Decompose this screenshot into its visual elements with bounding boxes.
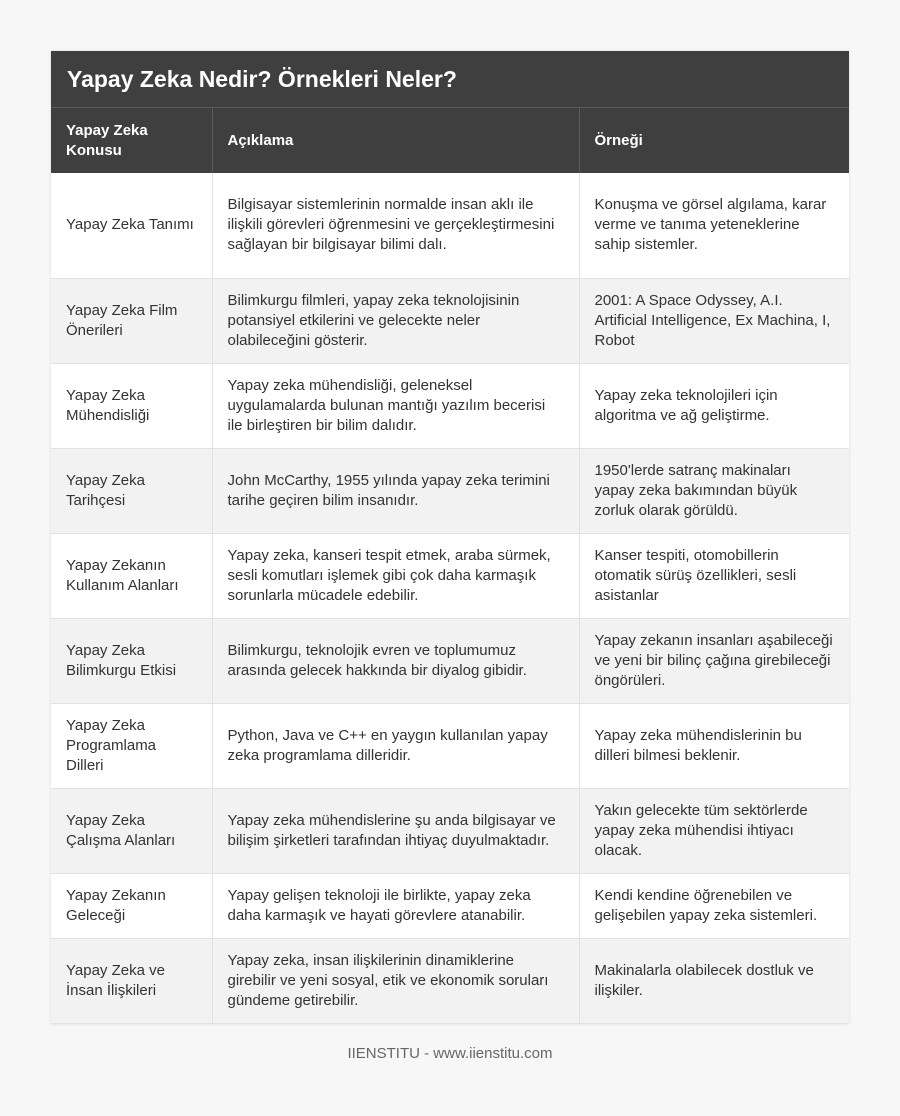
- table-row: [51, 363, 849, 448]
- header-topic: Yapay Zeka Konusu: [51, 108, 212, 173]
- table-row: [51, 703, 849, 788]
- table-row: [51, 173, 849, 278]
- cell-description: Yapay zeka mühendislerine şu anda bilgisayar ve bilişim şirketleri tarafından ihtiyaç duyulmaktadır.: [212, 788, 579, 873]
- cell-topic: Yapay Zekanın Geleceği: [51, 873, 212, 938]
- cell-description: Yapay zeka mühendisliği, geleneksel uygulamalarda bulunan mantığı yazılım becerisi ile birleştiren bir bilim dalıdır.: [212, 363, 579, 448]
- table-card: [51, 51, 849, 1024]
- cell-example: 1950'lerde satranç makinaları yapay zeka bakımından büyük zorluk olarak görüldü.: [579, 448, 849, 533]
- cell-topic: Yapay Zeka Mühendisliği: [51, 363, 212, 448]
- cell-description: Bilgisayar sistemlerinin normalde insan aklı ile ilişkili görevleri öğrenmesini ve gerçekleştirmesini sağlayan bir bilgisayar bilimi dalı.: [212, 173, 579, 278]
- cell-example: Yapay zekanın insanları aşabileceği ve yeni bir bilinç çağına girebileceği öngörüleri.: [579, 618, 849, 703]
- table-row: [51, 533, 849, 618]
- cell-description: Yapay zeka, kanseri tespit etmek, araba sürmek, sesli komutları işlemek gibi çok daha karmaşık sorunlarla mücadele edebilir.: [212, 533, 579, 618]
- table-title: Yapay Zeka Nedir? Örnekleri Neler?: [51, 51, 849, 108]
- cell-description: Python, Java ve C++ en yaygın kullanılan yapay zeka programlama dilleridir.: [212, 703, 579, 788]
- cell-topic: Yapay Zekanın Kullanım Alanları: [51, 533, 212, 618]
- table-row: [51, 938, 849, 1023]
- header-example: Örneği: [579, 108, 849, 173]
- info-table: [51, 108, 849, 1024]
- cell-description: Bilimkurgu, teknolojik evren ve toplumumuz arasında gelecek hakkında bir diyalog gibidir.: [212, 618, 579, 703]
- cell-example: Konuşma ve görsel algılama, karar verme ve tanıma yeteneklerine sahip sistemler.: [579, 173, 849, 278]
- cell-topic: Yapay Zeka Bilimkurgu Etkisi: [51, 618, 212, 703]
- footer-credit: IIENSTITU - www.iienstitu.com: [347, 1045, 553, 1062]
- table-row: [51, 618, 849, 703]
- table-row: [51, 873, 849, 938]
- cell-topic: Yapay Zeka Film Önerileri: [51, 278, 212, 363]
- cell-description: Yapay gelişen teknoloji ile birlikte, yapay zeka daha karmaşık ve hayati görevlere atanabilir.: [212, 873, 579, 938]
- table-row: [51, 788, 849, 873]
- table-row: [51, 448, 849, 533]
- cell-example: Makinalarla olabilecek dostluk ve ilişkiler.: [579, 938, 849, 1023]
- cell-description: Yapay zeka, insan ilişkilerinin dinamiklerine girebilir ve yeni sosyal, etik ve ekonomik soruları gündeme getirebilir.: [212, 938, 579, 1023]
- header-description: Açıklama: [212, 108, 579, 173]
- cell-description: Bilimkurgu filmleri, yapay zeka teknolojisinin potansiyel etkilerini ve gelecekte neler olabileceğini gösterir.: [212, 278, 579, 363]
- header-row: [51, 108, 849, 173]
- cell-topic: Yapay Zeka Çalışma Alanları: [51, 788, 212, 873]
- cell-example: Yakın gelecekte tüm sektörlerde yapay zeka mühendisi ihtiyacı olacak.: [579, 788, 849, 873]
- cell-topic: Yapay Zeka ve İnsan İlişkileri: [51, 938, 212, 1023]
- cell-topic: Yapay Zeka Tarihçesi: [51, 448, 212, 533]
- cell-example: Kanser tespiti, otomobillerin otomatik sürüş özellikleri, sesli asistanlar: [579, 533, 849, 618]
- cell-example: 2001: A Space Odyssey, A.I. Artificial Intelligence, Ex Machina, I, Robot: [579, 278, 849, 363]
- cell-description: John McCarthy, 1955 yılında yapay zeka terimini tarihe geçiren bilim insanıdır.: [212, 448, 579, 533]
- cell-example: Yapay zeka teknolojileri için algoritma ve ağ geliştirme.: [579, 363, 849, 448]
- table-row: [51, 278, 849, 363]
- cell-example: Yapay zeka mühendislerinin bu dilleri bilmesi beklenir.: [579, 703, 849, 788]
- cell-topic: Yapay Zeka Tanımı: [51, 173, 212, 278]
- cell-topic: Yapay Zeka Programlama Dilleri: [51, 703, 212, 788]
- cell-example: Kendi kendine öğrenebilen ve gelişebilen yapay zeka sistemleri.: [579, 873, 849, 938]
